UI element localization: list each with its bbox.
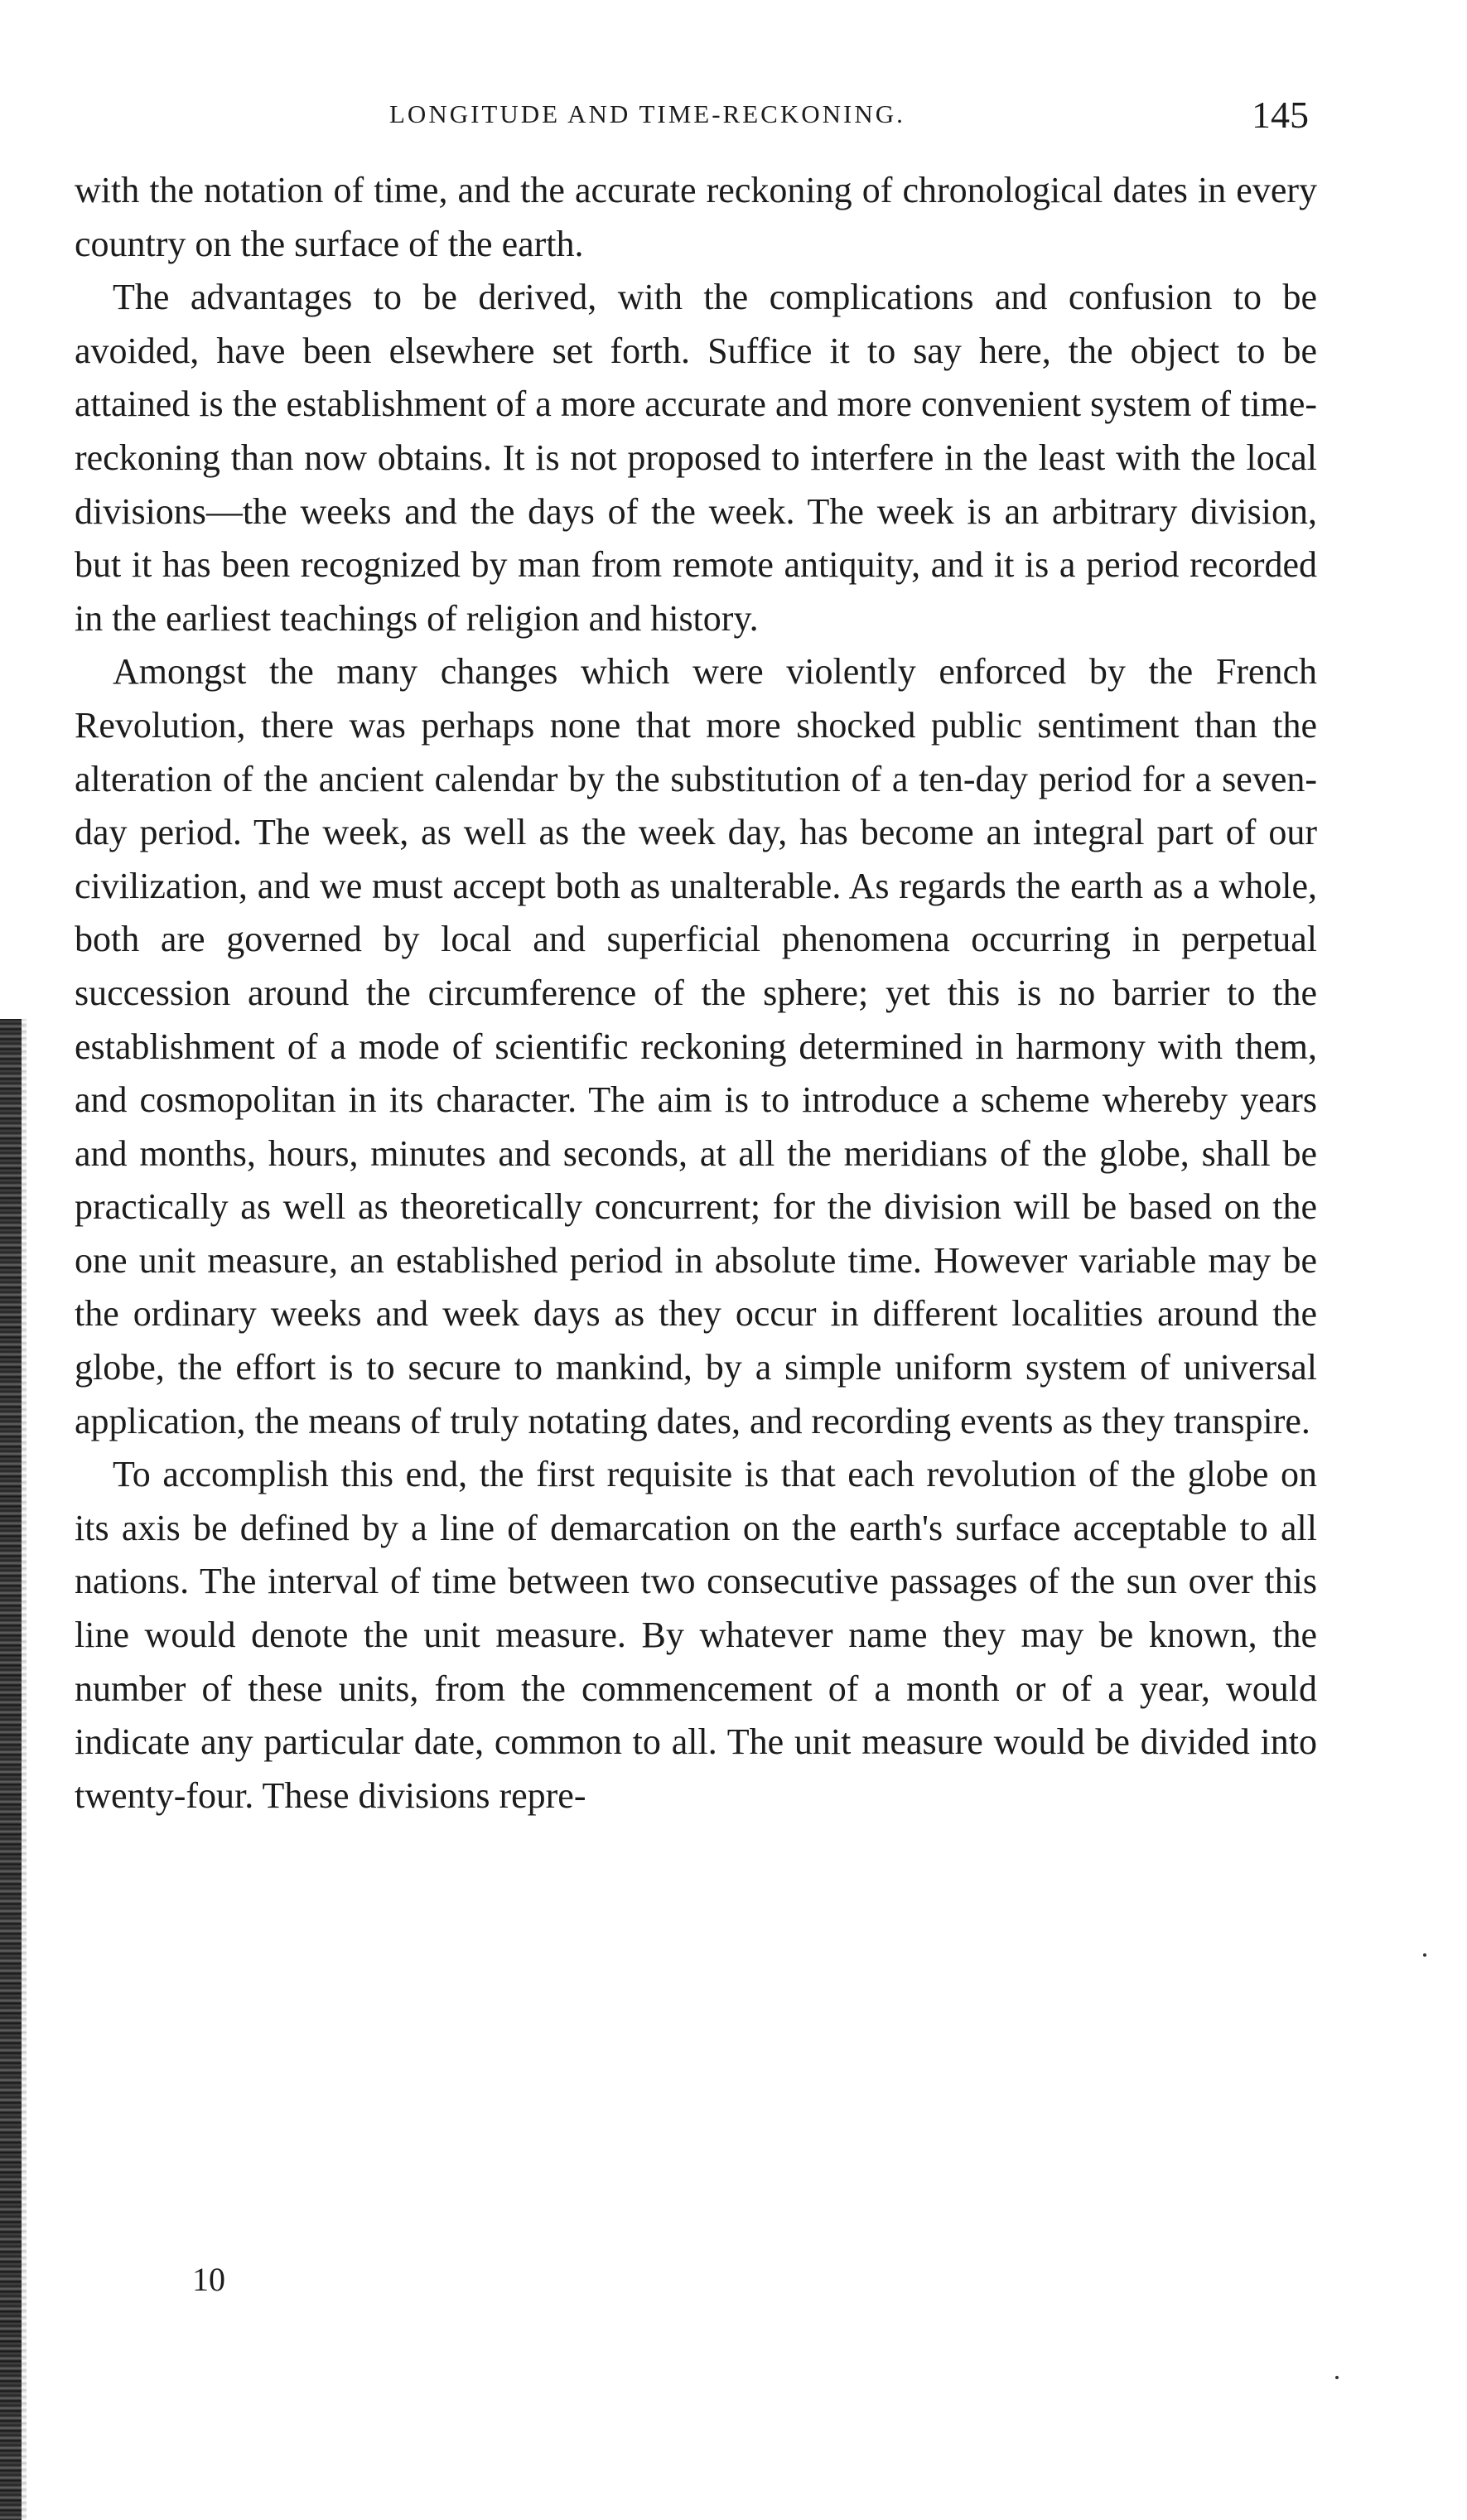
signature-mark: 10 xyxy=(192,2261,225,2298)
page-header xyxy=(75,93,1317,142)
scanned-page-edge xyxy=(0,1019,22,2520)
scanned-page-edge-shadow xyxy=(22,1019,27,2520)
scan-speck xyxy=(1423,1953,1426,1957)
scan-speck xyxy=(1335,2376,1339,2379)
running-head: LONGITUDE AND TIME-RECKONING. xyxy=(389,99,905,128)
paragraph-advantages: The advantages to be derived, with the complications and confusion to be avoided, have been elsewhere set forth. Suffice it to say here, the object to be attained is the establishment of a more accurate and more convenient system of time-reckoning than now obtains. It is not proposed to interfere in the least with the local divisions—the weeks and the days of the week. The week is an arbitrary division, but it has been recognized by man from remote antiquity, and it is a period recorded in the earliest teachings of religion and history. xyxy=(75,277,1317,639)
paragraph-french-revolution: Amongst the many changes which were violently enforced by the French Revolution, there was perhaps none that more shocked public sentiment than the alteration of the ancient calendar by the substitution of a ten-day period for a seven-day period. The week, as well as the week day, has become an integral part of our civilization, and we must accept both as unalterable. As regards the earth as a whole, both are governed by local and superficial phenomena occurring in perpetual succession around the circumference of the sphere; yet this is no barrier to the establishment of a mode of scientific reckoning determined in harmony with them, and cosmopolitan in its character. The aim is to introduce a scheme whereby years and months, hours, minutes and seconds, at all the meridians of the globe, shall be practically as well as theoretically concurrent; for the division will be based on the one unit measure, an established period in absolute time. However variable may be the ordinary weeks and week days as they occur in different localities around the globe, the effort is to secure to mankind, by a simple uniform system of universal application, the means of truly notating dates, and recording events as they transpire. xyxy=(75,651,1317,1441)
page-number: 145 xyxy=(1252,94,1309,136)
paragraph-accomplish: To accomplish this end, the first requisite is that each revolution of the globe on its axis be defined by a line of demarcation on the earth's surface acceptable to all nations. The interval of time between two consecutive passages of the sun over this line would denote the unit measure. By whatever name they may be known, the number of these units, from the commencement of a month or of a year, would indicate any particular date, common to all. The unit measure would be divided into twenty-four. These divisions repre- xyxy=(75,1454,1317,1816)
paragraph-continued: with the notation of time, and the accurate reckoning of chronological dates in every country on the surface of the earth. xyxy=(75,170,1317,264)
body-text xyxy=(75,164,1317,1822)
